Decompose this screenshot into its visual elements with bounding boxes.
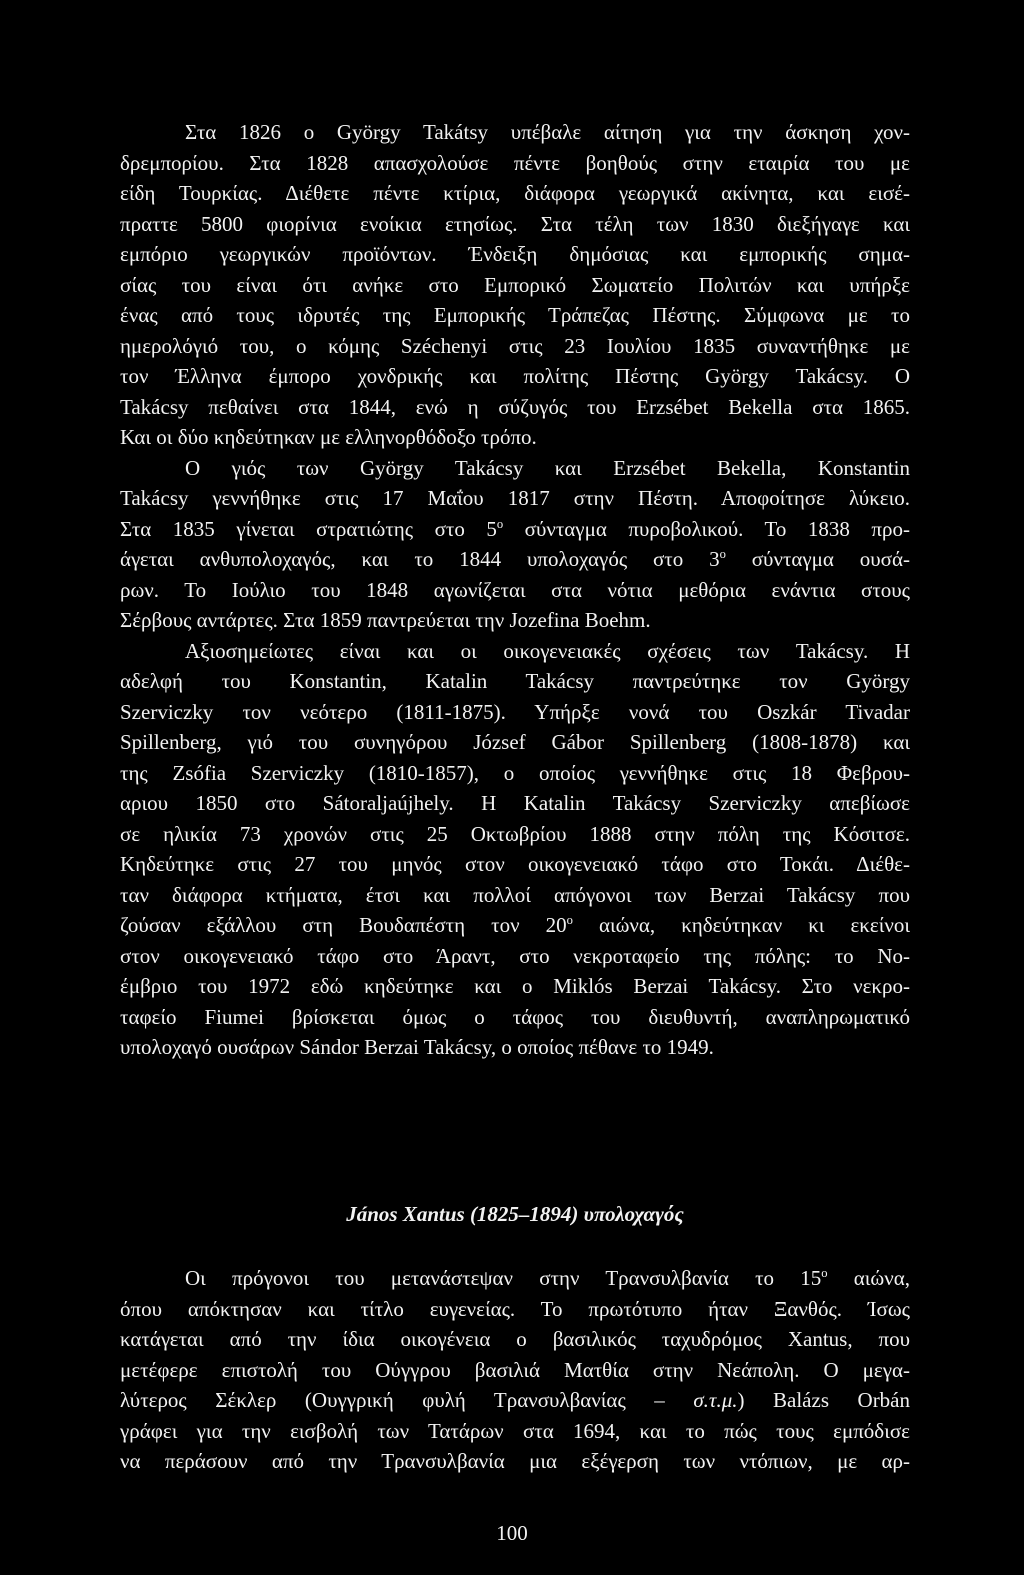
text-line: ταφείο Fiumei βρίσκεται όμως ο τάφος του διευθυντή, αναπληρωματικό <box>120 1004 910 1029</box>
text-line: κατάγεται από την ίδια οικογένεια ο βασιλικός ταχυδρόμος Xantus, που <box>120 1327 910 1351</box>
text-line: Spillenberg, γιό του συνηγόρου József Gábor Spillenberg (1808-1878) και <box>120 730 910 754</box>
text-line: Στα 1826 ο György Takátsy υπέβαλε αίτηση για την άσκηση χον- <box>185 120 910 144</box>
text-line: δρεμπορίου. Στα 1828 απασχολούσε πέντε βοηθούς στην εταιρία του με <box>120 150 910 175</box>
text-line: Ο γιός των György Takácsy και Erzsébet Bekella, Konstantin <box>185 455 910 480</box>
section-body-text <box>120 1263 910 1477</box>
text-line: Takácsy γεννήθηκε στις 17 Μαΐου 1817 στην Πέστη. Αποφοίτησε λύκειο. <box>120 486 910 510</box>
text-line: όπου απόκτησαν και τίτλο ευγενείας. Το πρωτότυπο ήταν Ξανθός. Ίσως <box>120 1296 910 1321</box>
text-line: Οι πρόγονοι του μετανάστεψαν στην Τρανσυλβανία το $15^o$ αιώνα, <box>185 1266 910 1290</box>
text-line: είδη Τουρκίας. Διέθετε πέντε κτίρια, διάφορα γεωργικά ακίνητα, και εισέ- <box>120 181 910 205</box>
text-line: Στα 1835 γίνεται στρατιώτης στο $5^o$ σύνταγμα πυροβολικού. Το 1838 προ- <box>120 516 910 541</box>
text-line: Takácsy πεθαίνει στα 1844, ενώ η σύζυγός του Erzsébet Bekella στα 1865. <box>120 394 910 419</box>
text-line: Szerviczky τον νεότερο (1811-1875). Υπήρξε νονά του Oszkár Tivadar <box>120 699 910 724</box>
text-line: ταν διάφορα κτήματα, έτσι και πολλοί απόγονοι των Berzai Takácsy που <box>120 882 910 907</box>
text-line: ένας από τους ιδρυτές της Εμπορικής Τράπεζας Πέστης. Σύμφωνα με το <box>120 303 910 327</box>
text-line: γράφει για την εισβολή των Τατάρων στα 1694, και το πώς τους εμπόδισε <box>120 1418 910 1443</box>
text-line: σίας του είναι ότι ανήκε στο Εμπορικό Σωματείο Πολιτών και υπήρξε <box>120 272 910 297</box>
text-line: υπολοχαγό ουσάρων Sándor Berzai Takácsy, ο οποίος πέθανε το 1949. <box>120 1035 714 1059</box>
text-line: έμβριο του 1972 εδώ κηδεύτηκε και ο Miklós Berzai Takácsy. Στο νεκρο- <box>120 974 910 998</box>
text-line: εμπόριο γεωργικών προϊόντων. Ένδειξη δημόσιας και εμπορικής σημα- <box>120 242 910 266</box>
text-line: Σέρβους αντάρτες. Στα 1859 παντρεύεται την Jozefina Boehm. <box>120 608 651 632</box>
page-number: 100 <box>496 1521 528 1545</box>
text-line: Αξιοσημείωτες είναι και οι οικογενειακές σχέσεις των Takácsy. Η <box>185 638 910 663</box>
text-line: αριου 1850 στο Sátoraljaújhely. Η Katalin Takácsy Szerviczky απεβίωσε <box>120 791 910 815</box>
text-line: Κηδεύτηκε στις 27 του μηνός στον οικογενειακό τάφο στο Τοκάι. Διέθε- <box>120 852 910 876</box>
text-line: να περάσουν από την Τρανσυλβανία μια εξέγερση των ντόπιων, με αρ- <box>120 1449 910 1473</box>
text-line: ημερολόγιό του, ο κόμης Széchenyi στις 23 Ιουλίου 1835 συναντήθηκε με <box>120 333 910 358</box>
text-line: της Zsófia Szerviczky (1810-1857), ο οποίος γεννήθηκε στις 18 Φεβρου- <box>120 760 910 785</box>
text-line: μετέφερε επιστολή του Ούγγρου βασιλιά Ματθία στην Νεάπολη. Ο μεγα- <box>120 1357 910 1382</box>
text-line: λύτερος Σέκλερ (Ουγγρική φυλή Τρανσυλβανίας – σ.τ.μ.) Balázs Orbán <box>120 1388 911 1412</box>
section-heading: János Xantus (1825–1894) υπολοχαγός <box>346 1202 684 1226</box>
main-body-text <box>120 117 910 1063</box>
text-line: σε ηλικία 73 χρονών στις 25 Οκτωβρίου 1888 στην πόλη της Κόσιτσε. <box>120 821 910 846</box>
text-line: τον Έλληνα έμπορο χονδρικής και πολίτης Πέστης György Takácsy. Ο <box>120 364 910 388</box>
text-line: αδελφή του Konstantin, Katalin Takácsy παντρεύτηκε τον György <box>120 669 910 693</box>
text-line: Και οι δύο κηδεύτηκαν με ελληνορθόδοξο τρόπο. <box>120 425 537 449</box>
text-line: ζούσαν εξάλλου στη Βουδαπέστη τον $20^o$ αιώνα, κηδεύτηκαν κι εκείνοι <box>120 913 910 937</box>
text-line: στον οικογενειακό τάφο στο Άραντ, στο νεκροταφείο της πόλης: το Νο- <box>120 943 910 968</box>
text-line: άγεται ανθυπολοχαγός, και το 1844 υπολοχαγός στο $3^o$ σύνταγμα ουσά- <box>120 547 910 571</box>
text-line: ρων. Το Ιούλιο του 1848 αγωνίζεται στα νότια μεθόρια ενάντια στους <box>120 577 910 602</box>
text-line: πραττε 5800 φιορίνια ενοίκια ετησίως. Στα τέλη των 1830 διεξήγαγε και <box>120 211 910 236</box>
